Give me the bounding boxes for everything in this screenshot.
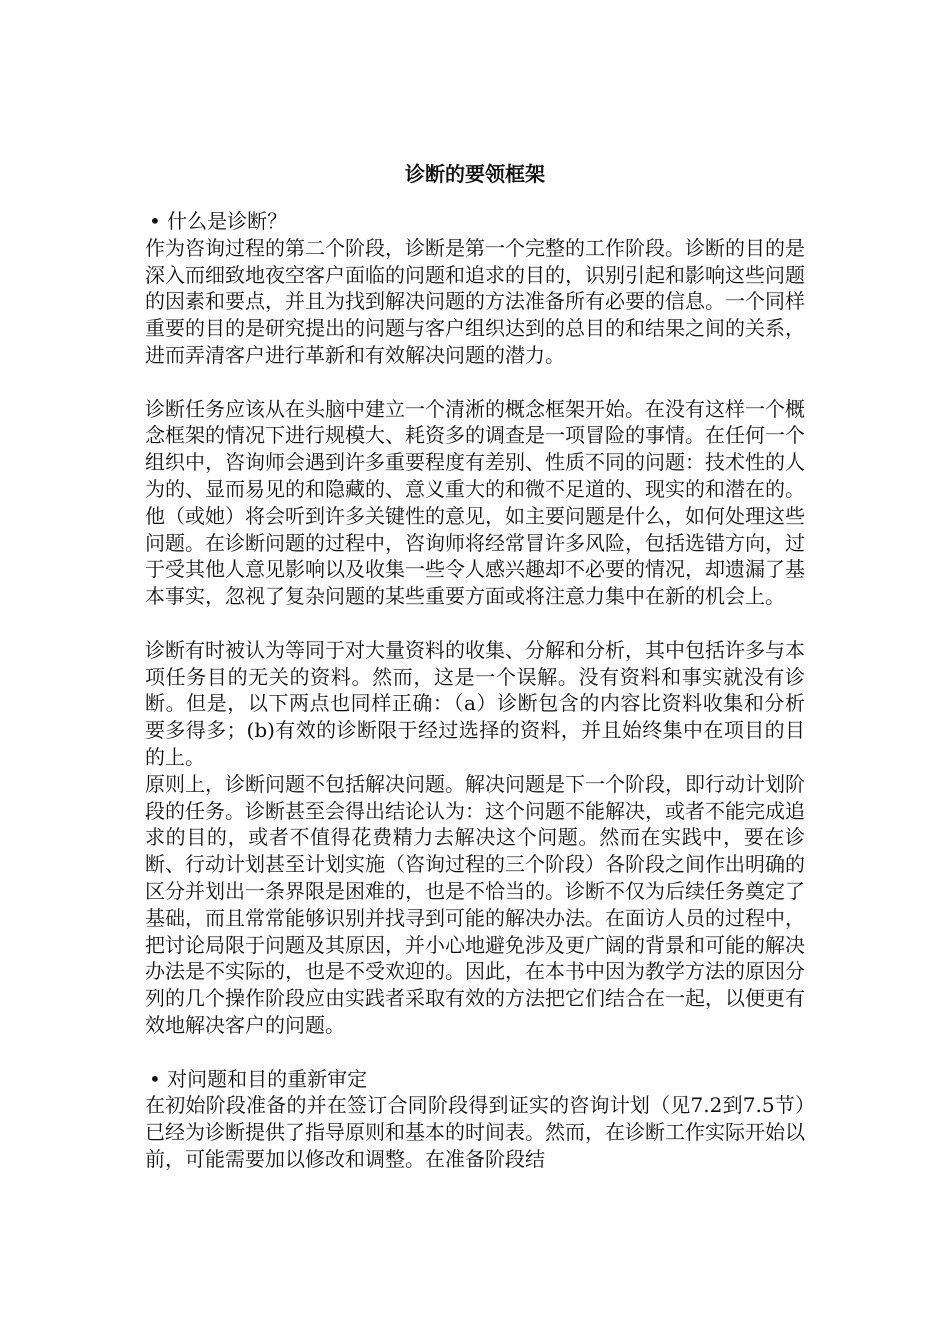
paragraph: 原则上，诊断问题不包括解决问题。解决问题是下一个阶段，即行动计划阶段的任务。诊断甚至会得出结论认为：这个问题不能解决，或者不能完成追求的目的，或者不值得花费精力去解决这个问题。然而在实践中，要在诊断、行动计划甚至计划实施（咨询过程的三个阶段）各阶段之间作出明确的区分并划出一条界限是困难的，也是不恰当的。诊断不仅为后续任务奠定了基础，而且常常能够识别并找寻到可能的解决办法。在面访人员的过程中，把讨论局限于问题及其原因，并小心地避免涉及更广阔的背景和可能的解决办法是不实际的，也是不受欢迎的。因此，在本书中因为教学方法的原因分列的几个操作阶段应由实践者采取有效的方法把它们结合在一起，以便更有效地解决客户的问题。 [145,771,805,1037]
paragraph-gap [145,1039,805,1066]
paragraph-gap [145,369,805,396]
document-page [145,160,805,1173]
paragraph: 在初始阶段准备的并在签订合同阶段得到证实的咨询计划（见7.2到7.5节）已经为诊断提供了指导原则和基本的时间表。然而，在诊断工作实际开始以前，可能需要加以修改和调整。在准备阶段结 [145,1093,805,1171]
paragraph: 诊断任务应该从在头脑中建立一个清淅的概念框架开始。在没有这样一个概念框架的情况下进行规模大、耗资多的调查是一项冒险的事情。在任何一个组织中，咨询师会遇到许多重要程度有差别、性质不同的问题：技术性的人为的、显而易见的和隐藏的、意义重大的和微不足道的、现实的和潜在的。他（或她）将会听到许多关键性的意见，如主要问题是什么，如何处理这些问题。在诊断问题的过程中，咨询师将经常冒许多风险，包括选错方向，过于受其他人意见影响以及收集一些令人感兴趣却不必要的情况，却遗漏了基本事实，忽视了复杂问题的某些重要方面或将注意力集中在新的机会上。 [145,396,805,609]
section-heading-review-problems: • 对问题和目的重新审定 [149,1066,368,1091]
paragraph: 诊断有时被认为等同于对大量资料的收集、分解和分析，其中包括许多与本项任务目的无关的资料。然而，这是一个误解。没有资料和事实就没有诊断。但是，以下两点也同样正确：（a）诊断包含的内容比资料收集和分析要多得多；(b)有效的诊断限于经过选择的资料，并且始终集中在项目的目的上。 [145,637,805,769]
paragraph: 作为咨询过程的第二个阶段，诊断是第一个完整的工作阶段。诊断的目的是深入而细致地夜空客户面临的问题和追求的目的，识别引起和影响这些问题的因素和要点，并且为找到解决问题的方法准备所有必要的信息。一个同样重要的目的是研究提出的问题与客户组织达到的总目的和结果之间的关系，进而弄清客户进行革新和有效解决问题的潜力。 [145,235,805,367]
section-heading-what-is-diagnosis: • 什么是诊断？ [149,209,288,233]
paragraph-gap [145,610,805,637]
document-title: 诊断的要领框架 [405,162,545,186]
